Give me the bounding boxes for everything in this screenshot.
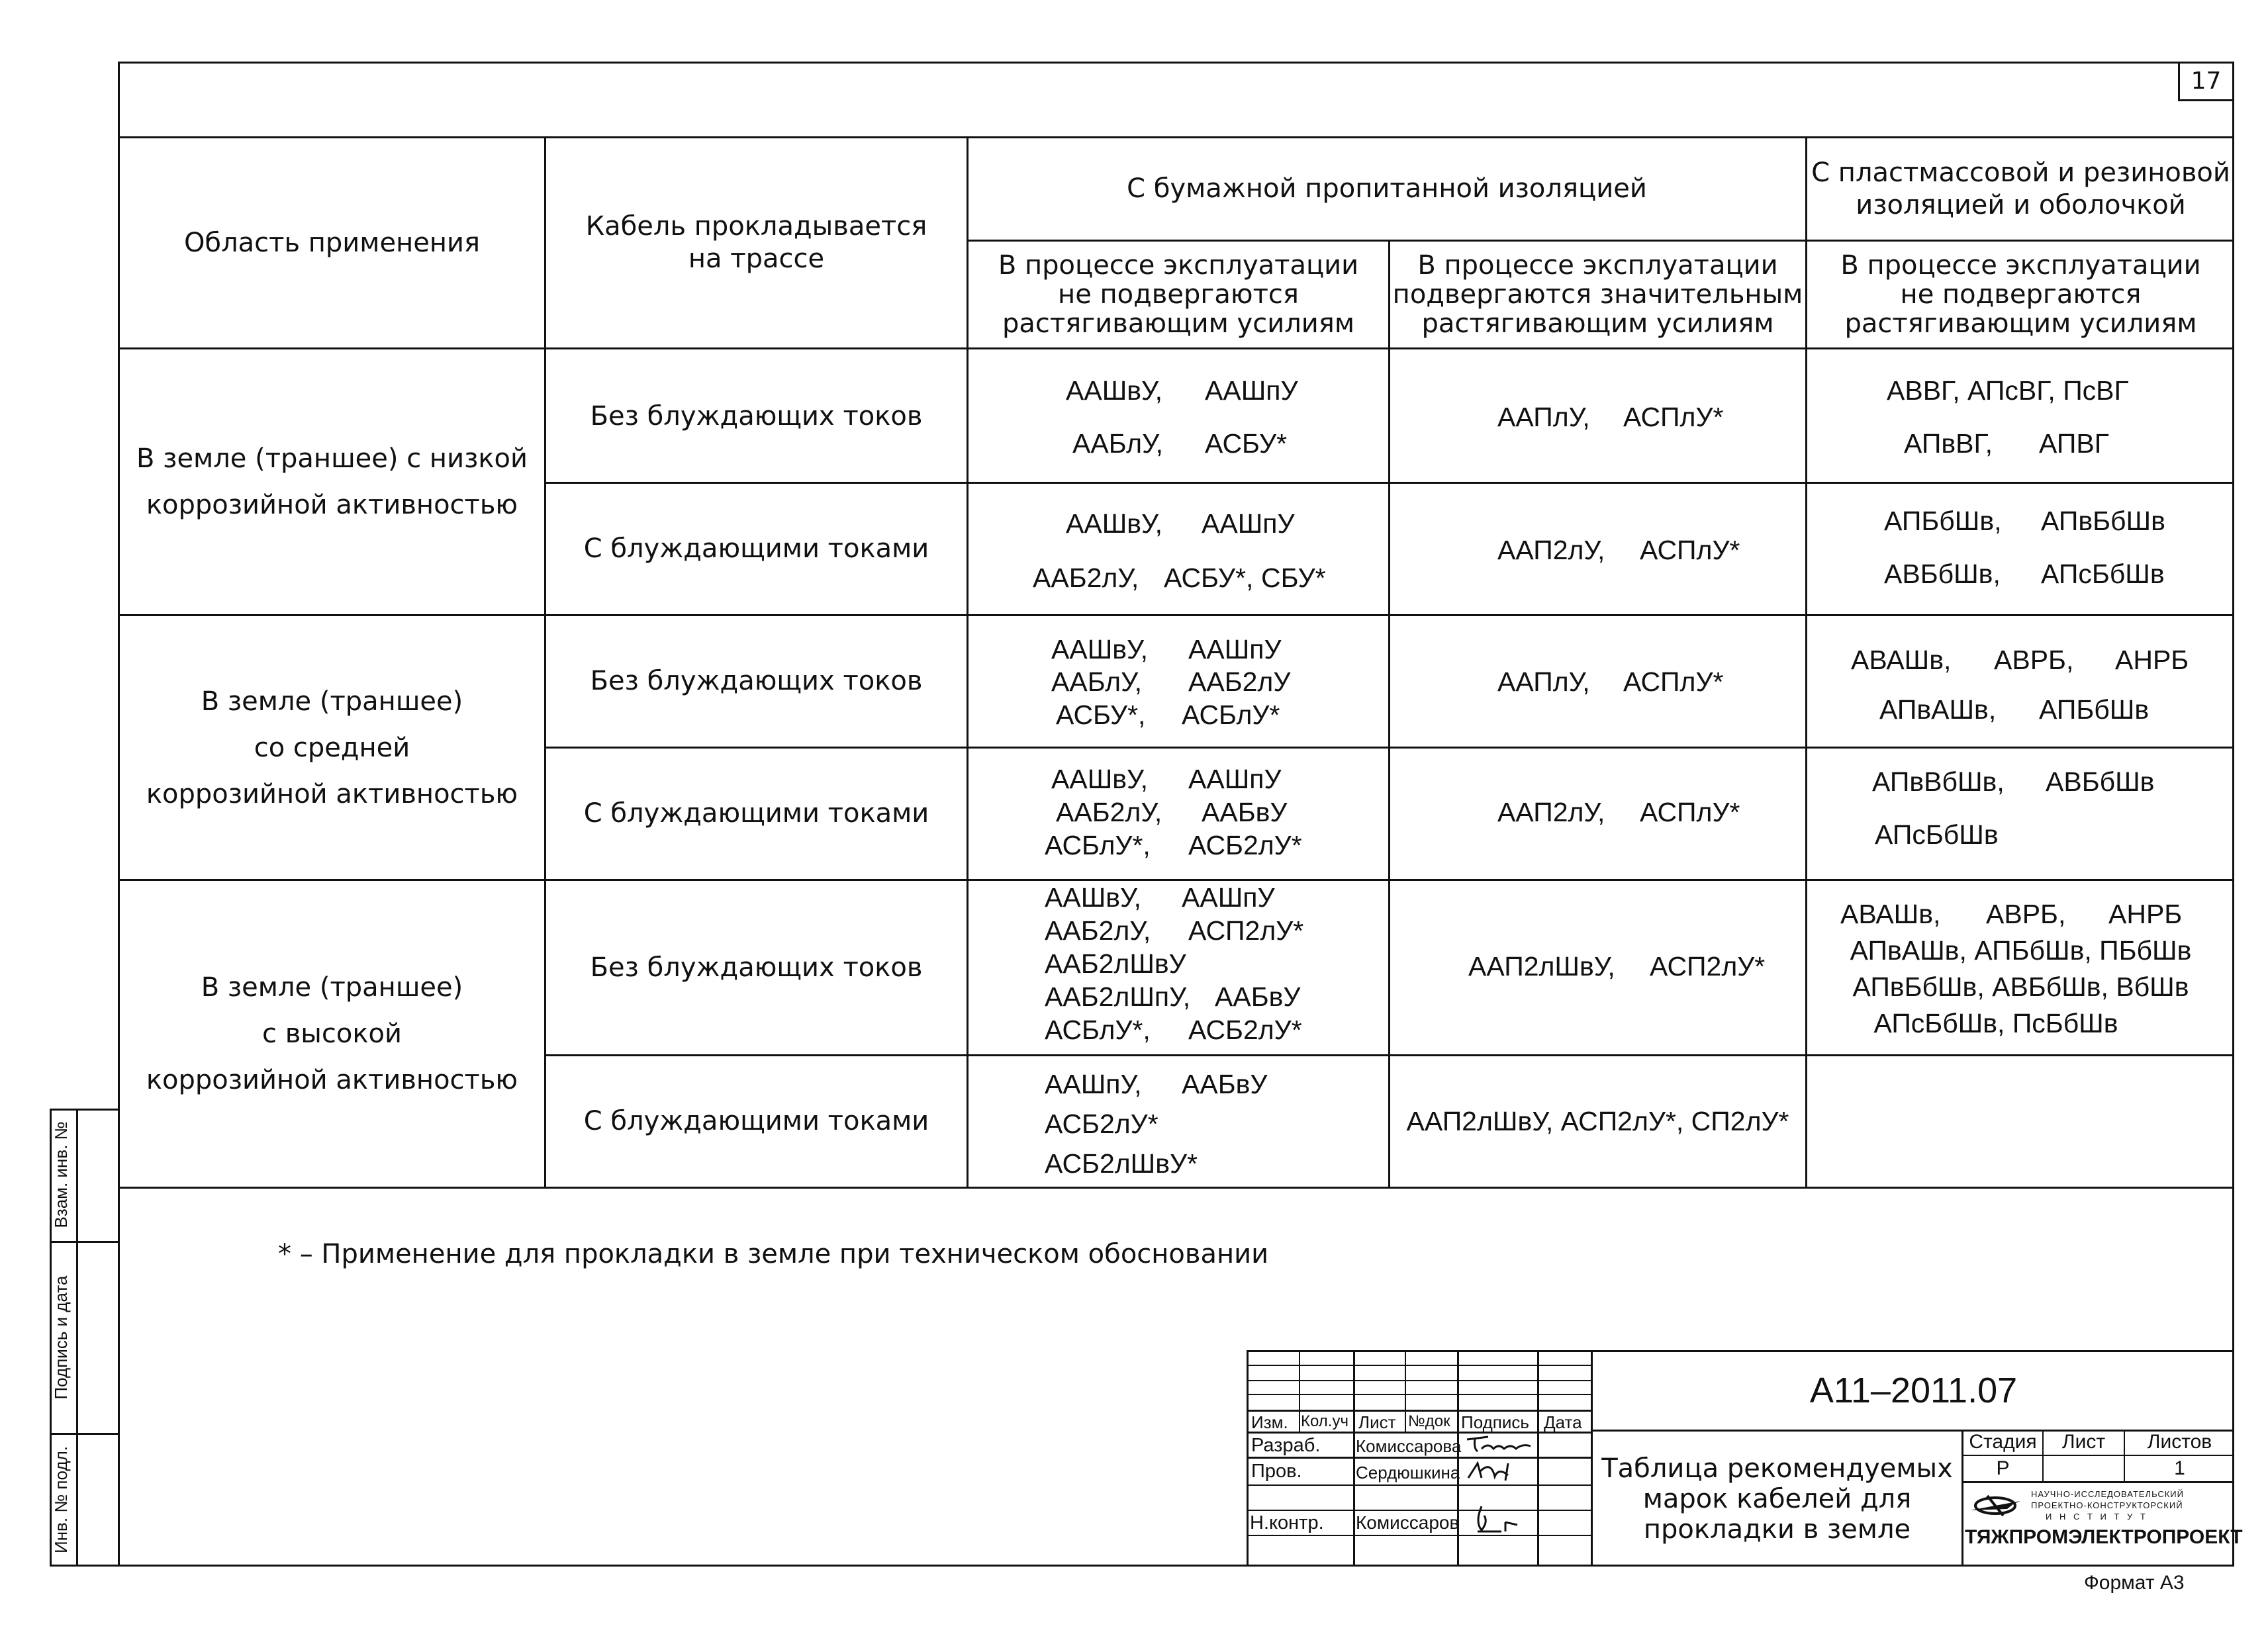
- row3-c1-5: АСБлУ*: [1182, 700, 1280, 730]
- row5-c1-3: АСП2лУ*: [1188, 915, 1304, 946]
- row5-c1-1: ААШпУ: [1182, 882, 1275, 913]
- header-paper: С бумажной пропитанной изоляцией: [1127, 173, 1647, 205]
- table-bottom-line: [118, 1187, 2234, 1189]
- condition-with-1: С блуждающими токами: [583, 533, 929, 565]
- row6-c1-3: АСБ2лШвУ*: [1045, 1148, 1198, 1179]
- row5-c3-2: АНРБ: [2108, 899, 2183, 929]
- tb-h-izm: Изм.: [1251, 1412, 1288, 1432]
- row6-c1-0: ААШпУ,: [1045, 1069, 1142, 1099]
- header-plastic: [1807, 138, 2234, 240]
- tb-prov-name: Сердюшкина: [1356, 1463, 1460, 1482]
- row3-c3-4: АПБбШв: [2039, 694, 2150, 725]
- header-sub-yes-l3: растягивающим усилиям: [1421, 308, 1774, 339]
- tb-col-2: [1353, 1350, 1355, 1567]
- side-stamp-vzam: Взам. инв. №: [51, 1121, 71, 1228]
- signature-nkontr-icon: [1462, 1502, 1536, 1535]
- row2-c1-4: СБУ*: [1261, 563, 1326, 593]
- tb-list-h: Лист: [2061, 1431, 2106, 1453]
- header-plastic-l2: изоляцией и оболочкой: [1856, 189, 2186, 220]
- tb-row-7: [1247, 1484, 1592, 1486]
- row1-c3-0: АВВГ, АПсВГ, ПсВГ: [1887, 375, 2129, 406]
- row4-c1-5: АСБ2лУ*: [1188, 830, 1302, 860]
- row5-c1-2: ААБ2лУ,: [1045, 915, 1151, 946]
- row3-c1-3: ААБ2лУ: [1188, 666, 1291, 697]
- row1-c1-3: АСБУ*: [1205, 428, 1288, 459]
- row5-c2-1: АСП2лУ*: [1650, 951, 1766, 981]
- area-high: [120, 881, 544, 1187]
- row2-c2-0: ААП2лУ,: [1497, 535, 1605, 565]
- tb-row-6: [1247, 1457, 1592, 1459]
- area-low-l2: коррозийной активностью: [146, 490, 518, 520]
- row3-c3-2: АНРБ: [2115, 645, 2189, 675]
- side-stamp-divider-1: [50, 1241, 118, 1243]
- area-high-l1: В земле (траншее): [201, 972, 463, 1003]
- header-area: Область применения: [183, 227, 481, 258]
- condition-with-2: С блуждающими токами: [583, 798, 929, 829]
- row2-c3-1: АПвБбШв: [2041, 506, 2165, 536]
- row2-c3-2: АВБбШв,: [1884, 559, 2001, 589]
- tb-listov-h: Листов: [2147, 1431, 2212, 1453]
- row1-c3-1: АПвВГ,: [1904, 428, 1993, 459]
- tb-col-4: [1457, 1350, 1459, 1567]
- tb-title: [1593, 1432, 1961, 1567]
- row2-c1-3: АСБУ*,: [1164, 563, 1254, 593]
- row1-c1-1: ААШпУ: [1205, 375, 1298, 406]
- tb-h-kol: Кол.уч: [1301, 1412, 1348, 1430]
- org-small-2: ПРОЕКТНО-КОНСТРУКТОРСКИЙ: [2031, 1500, 2183, 1510]
- tb-row-9: [1247, 1535, 1592, 1536]
- tb-stage-mid: [1961, 1455, 2234, 1456]
- tb-h-podp: Подпись: [1461, 1412, 1529, 1432]
- row2-c2-1: АСПлУ*: [1640, 535, 1740, 565]
- condition-without-1: Без блуждающих токов: [590, 401, 923, 432]
- sheet-number: 17: [2191, 68, 2222, 95]
- header-sub-no: [969, 242, 1388, 347]
- tb-h-data: Дата: [1544, 1412, 1582, 1432]
- header-sub-pl-l1: В процессе эксплуатации: [1840, 250, 2201, 281]
- row5-c1-8: АСБ2лУ*: [1188, 1015, 1302, 1045]
- header-plastic-l1: С пластмассовой и резиновой: [1811, 157, 2230, 188]
- org-small-1: НАУЧНО-ИССЛЕДОВАТЕЛЬСКИЙ: [2031, 1489, 2184, 1499]
- area-high-l2: с высокой: [262, 1019, 402, 1049]
- tb-razrab-name: Комиссарова: [1356, 1436, 1462, 1456]
- tb-col-5: [1537, 1350, 1539, 1567]
- header-sub-yes-l2: подвергаются значительным: [1392, 279, 1803, 310]
- footnote: * – Применение для прокладки в земле при техническом обосновании: [278, 1238, 1269, 1269]
- tb-nkontr: Н.контр.: [1250, 1512, 1324, 1533]
- tb-stage-h: Стадия: [1969, 1431, 2037, 1453]
- condition-without-2: Без блуждающих токов: [590, 666, 923, 697]
- row3-c2-0: ААПлУ,: [1497, 666, 1590, 697]
- row4-c1-4: АСБлУ*,: [1045, 830, 1151, 860]
- tb-title-l1: Таблица рекомендуемых: [1601, 1453, 1953, 1484]
- area-low-l1: В земле (траншее) с низкой: [136, 443, 528, 474]
- row2-c1-1: ААШпУ: [1202, 508, 1295, 539]
- row4-c2-1: АСПлУ*: [1640, 797, 1740, 827]
- header-route-l1: Кабель прокладывается: [585, 211, 927, 242]
- row3-c3-3: АПвАШв,: [1879, 694, 1997, 725]
- row4-c2-0: ААП2лУ,: [1497, 797, 1605, 827]
- row3-c3-1: АВРБ,: [1994, 645, 2074, 675]
- row1-c2-1: АСПлУ*: [1623, 402, 1724, 432]
- area-mid-l2: со средней: [254, 732, 410, 763]
- tb-list-value: 1: [2174, 1457, 2185, 1479]
- row4-c3-2: АПсБбШв: [1875, 819, 1999, 850]
- org-name: ТЯЖПРОМЭЛЕКТРОПРОЕКТ: [1965, 1526, 2243, 1548]
- row3-c2-1: АСПлУ*: [1623, 666, 1724, 697]
- header-sub-pl: [1807, 242, 2234, 347]
- row5-c3-5: АПсБбШв, ПсБбШв: [1873, 1008, 2118, 1038]
- signature-razrab-icon: [1462, 1432, 1536, 1458]
- signature-prov-icon: [1462, 1458, 1536, 1484]
- header-sub-no-l2: не подвергаются: [1058, 279, 1299, 310]
- side-stamp-inv: Инв. № подл.: [51, 1446, 71, 1553]
- side-stamp-divider-v: [76, 1109, 78, 1567]
- col-line-3: [1388, 240, 1390, 1189]
- condition-with-3: С блуждающими токами: [583, 1106, 929, 1137]
- area-mid: [120, 616, 544, 879]
- tb-stage-value: Р: [1996, 1457, 2010, 1479]
- area-high-l3: коррозийной активностью: [146, 1065, 518, 1095]
- tb-title-l2: марок кабелей для: [1642, 1484, 1912, 1514]
- row6-c1-2: АСБ2лУ*: [1045, 1109, 1158, 1139]
- row5-c3-4: АПвБбШв, АВБбШв, ВбШв: [1852, 972, 2189, 1002]
- header-sub-no-l3: растягивающим усилиям: [1002, 308, 1355, 339]
- header-sub-yes-l1: В процессе эксплуатации: [1417, 250, 1778, 281]
- row3-c1-0: ААШвУ,: [1051, 634, 1149, 664]
- row2-c1-2: ААБ2лУ,: [1033, 563, 1139, 593]
- tb-col-3: [1405, 1350, 1406, 1434]
- org-logo-icon: [1967, 1489, 2023, 1522]
- row2-c3-3: АПсБбШв: [2041, 559, 2165, 589]
- row5-c3-1: АВРБ,: [1986, 899, 2066, 929]
- row3-c1-4: АСБУ*,: [1056, 700, 1146, 730]
- header-sub-no-l1: В процессе эксплуатации: [998, 250, 1359, 281]
- header-sub-pl-l2: не подвергаются: [1900, 279, 2142, 310]
- tb-nkontr-name: Комиссаров: [1356, 1512, 1460, 1533]
- row1-c2-0: ААПлУ,: [1497, 402, 1590, 432]
- area-mid-l3: коррозийной активностью: [146, 778, 518, 809]
- row3-c3-0: АВАШв,: [1851, 645, 1952, 675]
- tb-h-ndok: №док: [1408, 1412, 1450, 1430]
- row3-c1-1: ААШпУ: [1188, 634, 1282, 664]
- row5-c1-4: ААБ2лШвУ: [1045, 948, 1186, 979]
- row5-c2-0: ААП2лШвУ,: [1468, 951, 1615, 981]
- condition-without-3: Без блуждающих токов: [590, 952, 923, 983]
- row4-c1-2: ААБ2лУ,: [1056, 797, 1162, 827]
- row4-c1-1: ААШпУ: [1188, 764, 1282, 794]
- row5-c3-0: АВАШв,: [1840, 899, 1941, 929]
- tb-title-l3: прокладки в земле: [1643, 1514, 1911, 1545]
- area-low: [120, 349, 544, 614]
- header-route-l2: на трассе: [688, 244, 825, 274]
- sheet-number-box-bottom: [2178, 99, 2232, 101]
- header-sub-yes: [1390, 242, 1805, 347]
- row1-c1-0: ААШвУ,: [1066, 375, 1163, 406]
- tb-prov: Пров.: [1251, 1461, 1302, 1482]
- format-label: Формат А3: [2084, 1572, 2185, 1594]
- row1-c1-2: ААБлУ,: [1072, 428, 1164, 459]
- tb-h-list: Лист: [1358, 1412, 1396, 1432]
- tb-code: А11–2011.07: [1809, 1370, 2018, 1410]
- tb-row-8: [1247, 1510, 1592, 1511]
- row6-c2-0: ААП2лШвУ, АСП2лУ*, СП2лУ*: [1406, 1106, 1789, 1136]
- row4-c1-0: ААШвУ,: [1051, 764, 1149, 794]
- side-stamp-podpis: Подпись и дата: [51, 1275, 71, 1400]
- tb-razrab: Разраб.: [1251, 1435, 1321, 1456]
- header-sub-pl-l3: растягивающим усилиям: [1844, 308, 2197, 339]
- area-mid-l1: В земле (траншее): [201, 686, 463, 717]
- row5-c1-0: ААШвУ,: [1045, 882, 1142, 913]
- row2-c3-0: АПБбШв,: [1884, 506, 2002, 536]
- row5-c1-5: ААБ2лШпУ,: [1045, 981, 1191, 1012]
- row2-c1-0: ААШвУ,: [1066, 508, 1163, 539]
- org-small-3: И Н С Т И Т У Т: [2046, 1512, 2148, 1522]
- row1-c3-2: АПВГ: [2039, 428, 2109, 459]
- header-route: [546, 138, 967, 347]
- row4-c1-3: ААБвУ: [1202, 797, 1288, 827]
- row4-c3-0: АПвВбШв,: [1872, 766, 2005, 797]
- row5-c3-3: АПвАШв, АПБбШв, ПБбШв: [1850, 935, 2192, 966]
- tb-stage-bottom: [1961, 1481, 2234, 1483]
- tb-col-1: [1299, 1350, 1300, 1434]
- row5-c1-7: АСБлУ*,: [1045, 1015, 1151, 1045]
- row5-c1-6: ААБвУ: [1215, 981, 1301, 1012]
- row4-c3-1: АВБбШв: [2046, 766, 2155, 797]
- row3-c1-2: ААБлУ,: [1051, 666, 1143, 697]
- row6-c1-1: ААБвУ: [1182, 1069, 1268, 1099]
